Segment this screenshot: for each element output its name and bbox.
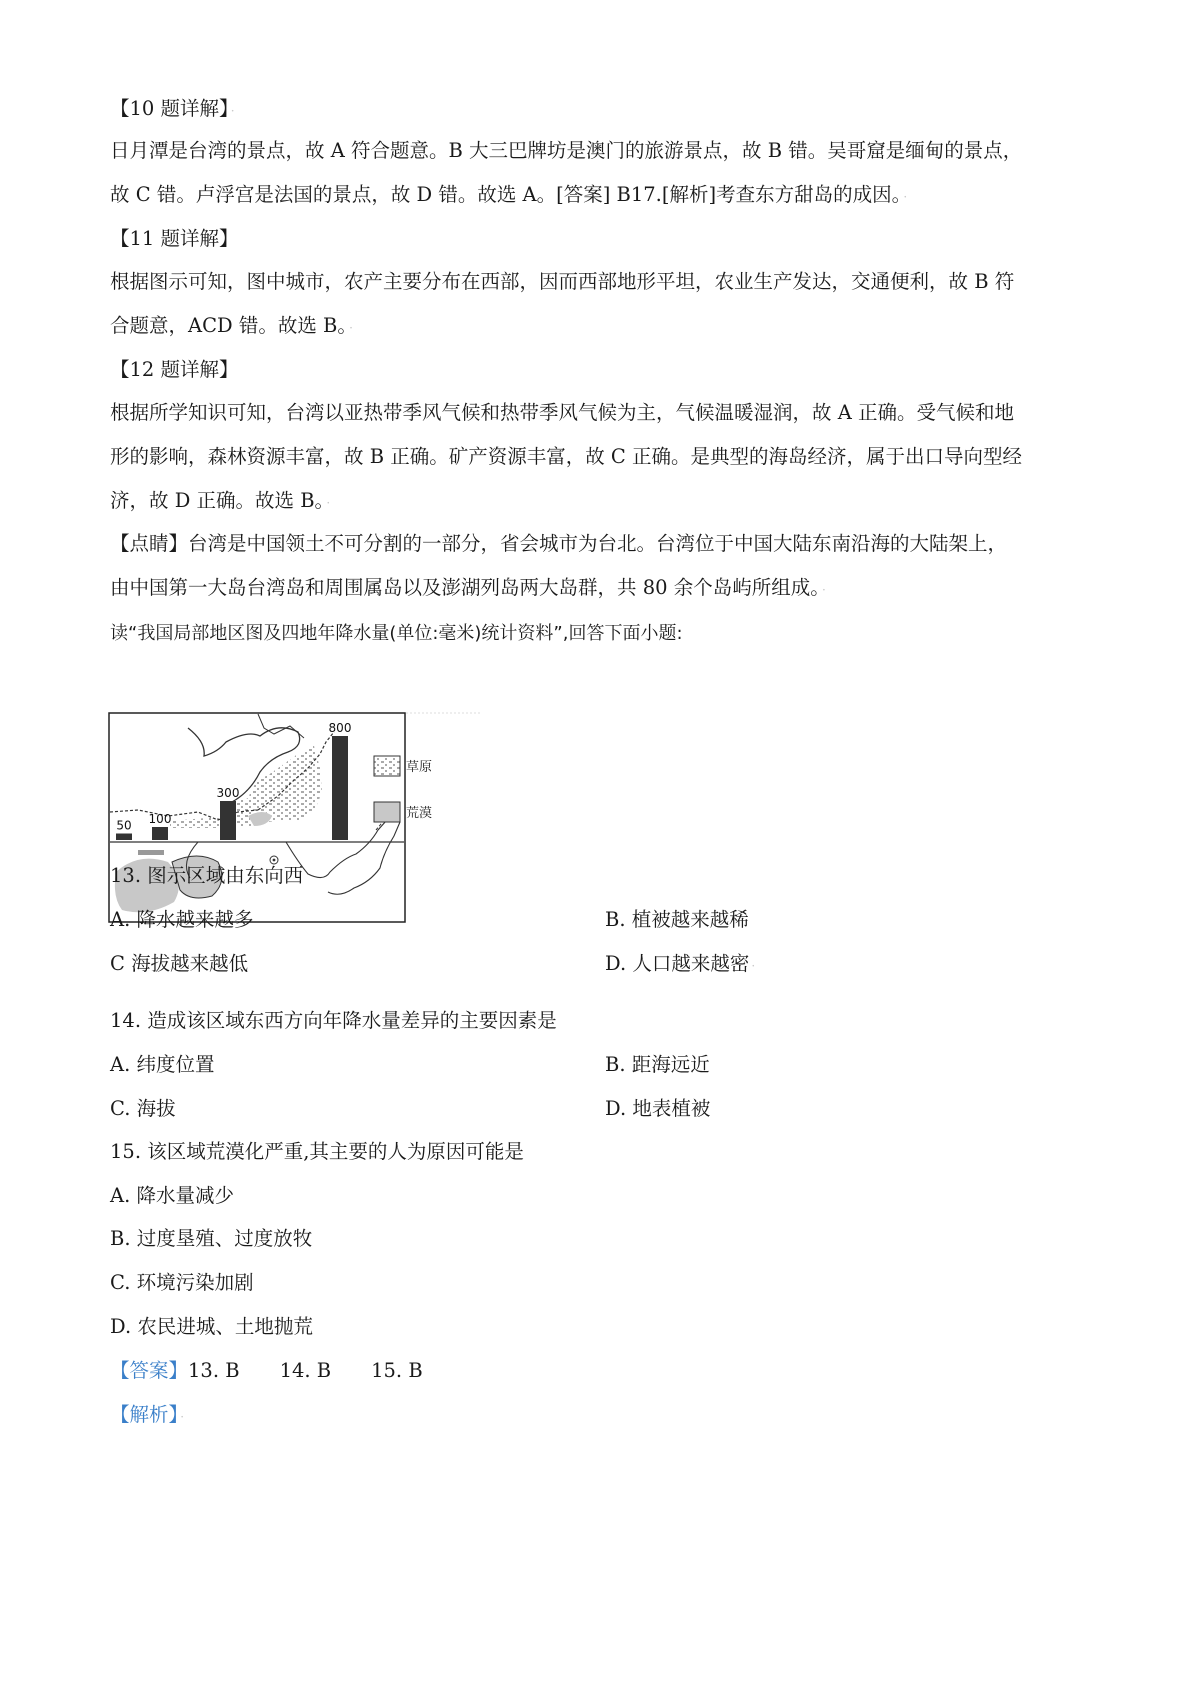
precipitation-bar-800 xyxy=(332,736,348,840)
q13-option-d: D. 人口越来越密 · xyxy=(605,952,756,975)
precipitation-bar-100 xyxy=(152,827,168,840)
answer-15: 15. B xyxy=(371,1359,423,1382)
q14-option-c: C. 海拔 xyxy=(110,1097,176,1120)
answer-line xyxy=(110,1356,1100,1386)
q15-option-d: D. 农民进城、土地抛荒 xyxy=(110,1315,313,1338)
legend-desert-swatch xyxy=(374,802,400,822)
q14-stem: 14. 造成该区域东西方向年降水量差异的主要因素是 xyxy=(110,1009,557,1032)
q15-option-a: A. 降水量减少 xyxy=(110,1184,234,1207)
precipitation-bar-300 xyxy=(220,801,236,840)
q10-explanation-line-2: 故 C 错。卢浮宫是法国的景点，故 D 错。故选 A。[答案] B17.[解析]考查东方甜岛的成因。 · xyxy=(110,183,908,206)
precipitation-label-800: 800 xyxy=(328,721,352,735)
point-note-line-2: 由中国第一大岛台湾岛和周围属岛以及澎湖列岛两大岛群，共 80 余个岛屿所组成。 · xyxy=(110,576,826,599)
figure-intro: 读“我国局部地区图及四地年降水量(单位:毫米)统计资料”,回答下面小题: xyxy=(110,623,683,644)
legend-grassland-label: 草原 xyxy=(406,760,433,775)
q10-heading: 【10 题详解】 · xyxy=(110,97,235,120)
analysis-label: 【解析】 xyxy=(110,1403,179,1426)
q11-heading: 【11 题详解】 xyxy=(110,227,239,250)
q13-option-b: B. 植被越来越稀 xyxy=(605,908,749,931)
q12-explanation-line-1: 根据所学知识可知，台湾以亚热带季风气候和热带季风气候为主，气候温暖湿润，故 A 正确。受气候和地 xyxy=(110,401,1014,424)
point-note-line-1: 【点睛】台湾是中国领土不可分割的一部分，省会城市为台北。台湾位于中国大陆东南沿海的大陆架上， xyxy=(110,532,1008,555)
q12-explanation-line-2: 形的影响，森林资源丰富，故 B 正确。矿产资源丰富，故 C 正确。是典型的海岛经济，属于出口导向型经 xyxy=(110,445,1023,468)
q15-option-c: C. 环境污染加剧 xyxy=(110,1271,254,1294)
analysis-line: 【解析】 · xyxy=(110,1403,185,1426)
q10-explanation-line-1: 日月潭是台湾的景点，故 A 符合题意。B 大三巴牌坊是澳门的旅游景点，故 B 错。吴哥窟是缅甸的景点， xyxy=(110,139,1023,162)
q14-option-b: B. 距海远近 xyxy=(605,1053,710,1076)
q14-option-d: D. 地表植被 xyxy=(605,1097,711,1120)
precipitation-label-100: 100 xyxy=(148,812,172,826)
precipitation-bar-50 xyxy=(116,834,132,841)
regional-map-figure xyxy=(108,712,480,924)
q15-option-b: B. 过度垦殖、过度放牧 xyxy=(110,1227,313,1250)
q15-stem: 15. 该区域荒漠化严重,其主要的人为原因可能是 xyxy=(110,1140,524,1163)
legend-desert-label: 荒漠 xyxy=(406,806,433,821)
precipitation-label-300: 300 xyxy=(216,786,240,800)
q12-explanation-line-3: 济，故 D 正确。故选 B。 · xyxy=(110,489,331,512)
q12-heading: 【12 题详解】 xyxy=(110,358,239,381)
q11-explanation-line-2: 合题意，ACD 错。故选 B。 · xyxy=(110,314,353,337)
q11-explanation-line-1: 根据图示可知，图中城市，农产主要分布在西部，因而西部地形平坦，农业生产发达，交通便利，故 B 符 xyxy=(110,270,1015,293)
answer-label: 【答案】 xyxy=(110,1359,189,1382)
q13-option-a: A. 降水越来越多 xyxy=(110,908,254,931)
legend-grassland-swatch xyxy=(374,756,400,776)
q13-stem: 13. 图示区域由东向西 xyxy=(110,864,304,887)
q14-option-a: A. 纬度位置 xyxy=(110,1053,215,1076)
answer-13: 13. B xyxy=(188,1359,240,1382)
answer-14: 14. B xyxy=(279,1359,332,1382)
q13-option-c: C 海拔越来越低 xyxy=(110,952,249,975)
precipitation-label-50: 50 xyxy=(116,818,132,833)
